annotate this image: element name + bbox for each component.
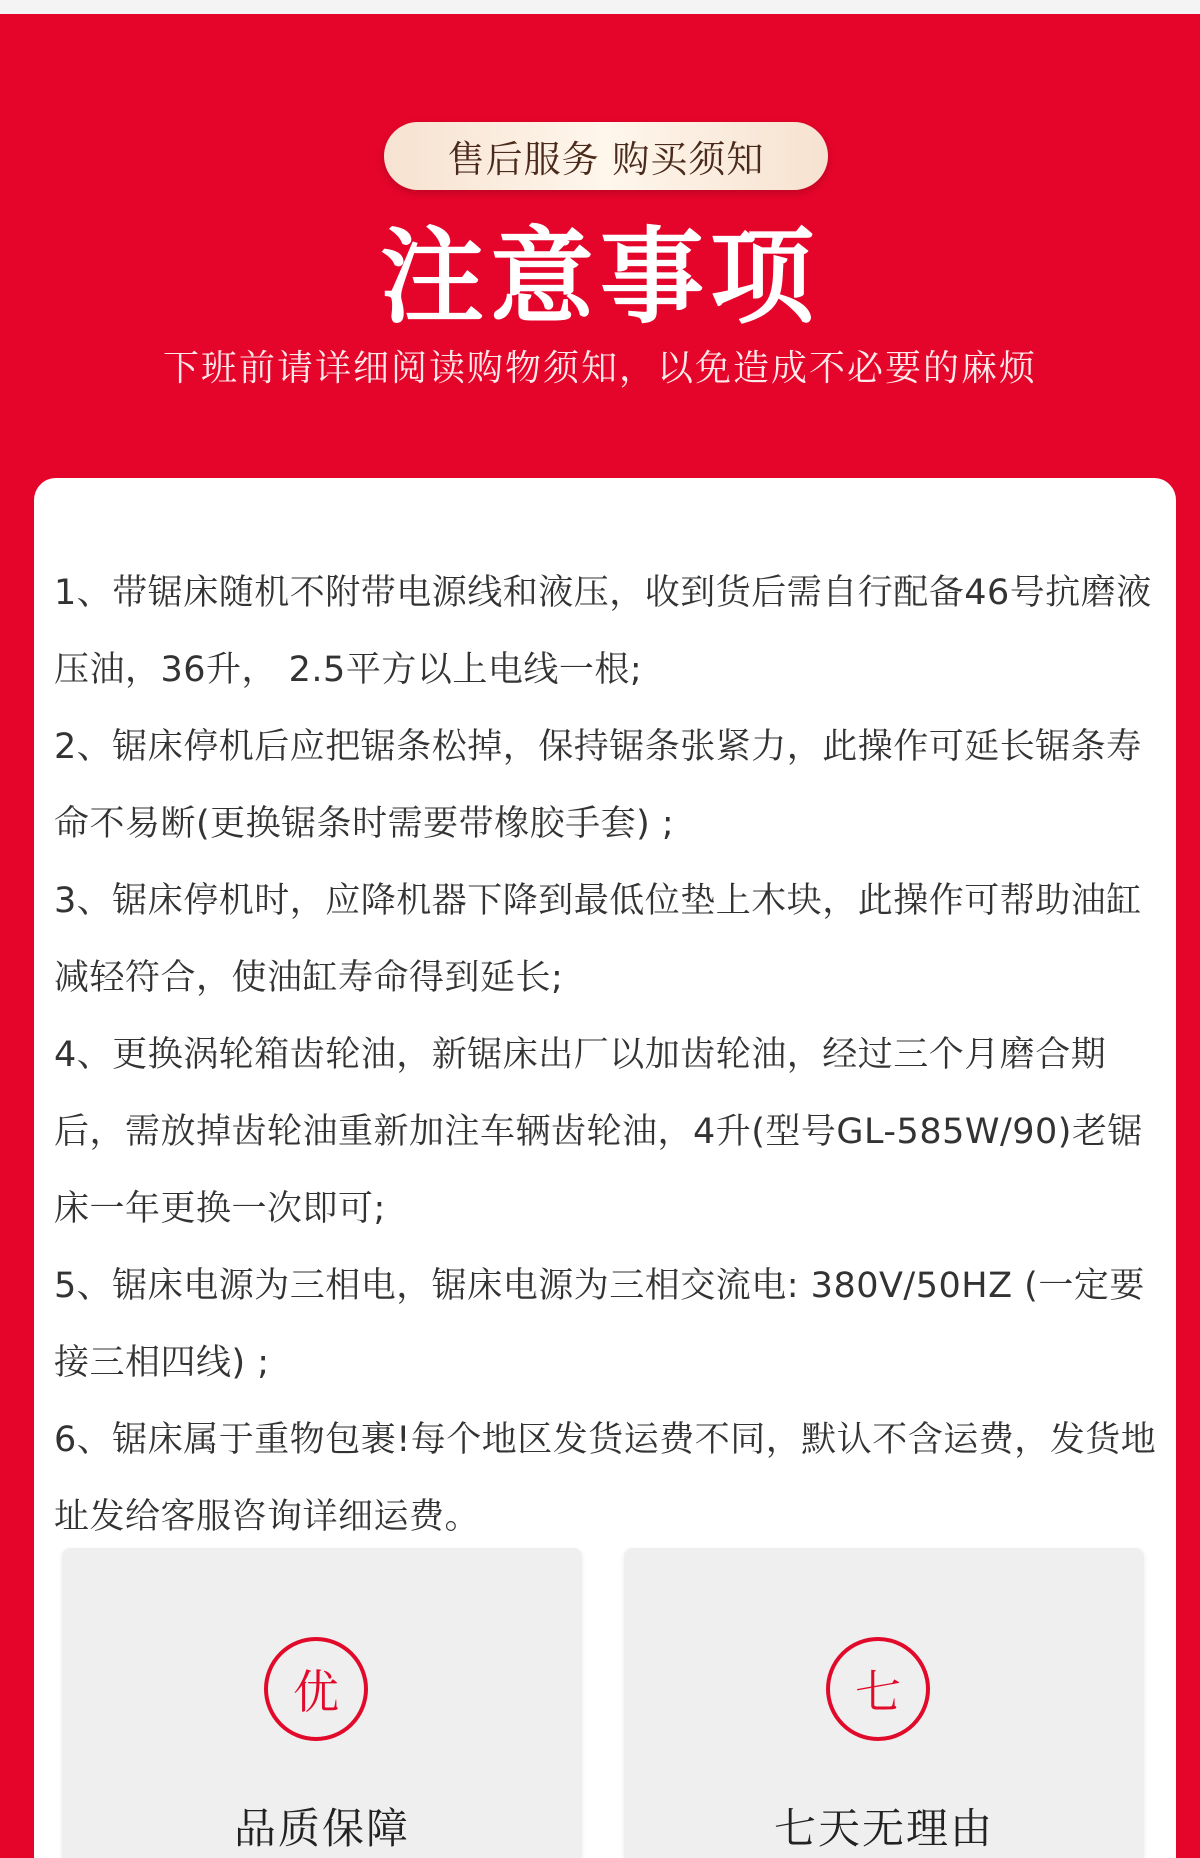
note-item: 4、更换涡轮箱齿轮油，新锯床出厂以加齿轮油，经过三个月磨合期后，需放掉齿轮油重新加注车辆齿轮油，4升(型号GL-585W/90)老锯床一年更换一次即可; <box>54 1035 1143 1229</box>
feature-title: 七天无理由 <box>773 1804 994 1853</box>
note-item: 1、带锯床随机不附带电源线和液压，收到货后需自行配备46号抗磨液压油，36升， 2.5平方以上电线一根; <box>54 573 1152 690</box>
notes-card <box>34 478 1176 1858</box>
notes-list <box>54 555 1164 1556</box>
note-item: 5、锯床电源为三相电，锯床电源为三相交流电: 380V/50HZ (一定要接三相四线) ; <box>54 1266 1145 1383</box>
quality-badge-icon: 优 <box>264 1637 368 1741</box>
feature-card-return <box>624 1548 1144 1858</box>
top-strip <box>0 0 1200 14</box>
feature-title: 品质保障 <box>233 1804 410 1853</box>
seven-day-badge-icon: 七 <box>826 1637 930 1741</box>
after-sales-pill: 售后服务 购买须知 <box>384 122 828 190</box>
page-title: 注意事项 <box>379 216 820 338</box>
note-item: 2、锯床停机后应把锯条松掉，保持锯条张紧力，此操作可延长锯条寿命不易断(更换锯条时需要带橡胶手套) ; <box>54 727 1142 844</box>
note-item: 6、锯床属于重物包裹!每个地区发货运费不同，默认不含运费，发货地址发给客服咨询详细运费。 <box>54 1420 1157 1537</box>
note-item: 3、锯床停机时，应降机器下降到最低位垫上木块，此操作可帮助油缸减轻符合，使油缸寿命得到延长; <box>54 881 1142 998</box>
page-subtitle: 下班前请详细阅读购物须知，以免造成不必要的麻烦 <box>162 348 1037 389</box>
feature-card-quality <box>62 1548 582 1858</box>
